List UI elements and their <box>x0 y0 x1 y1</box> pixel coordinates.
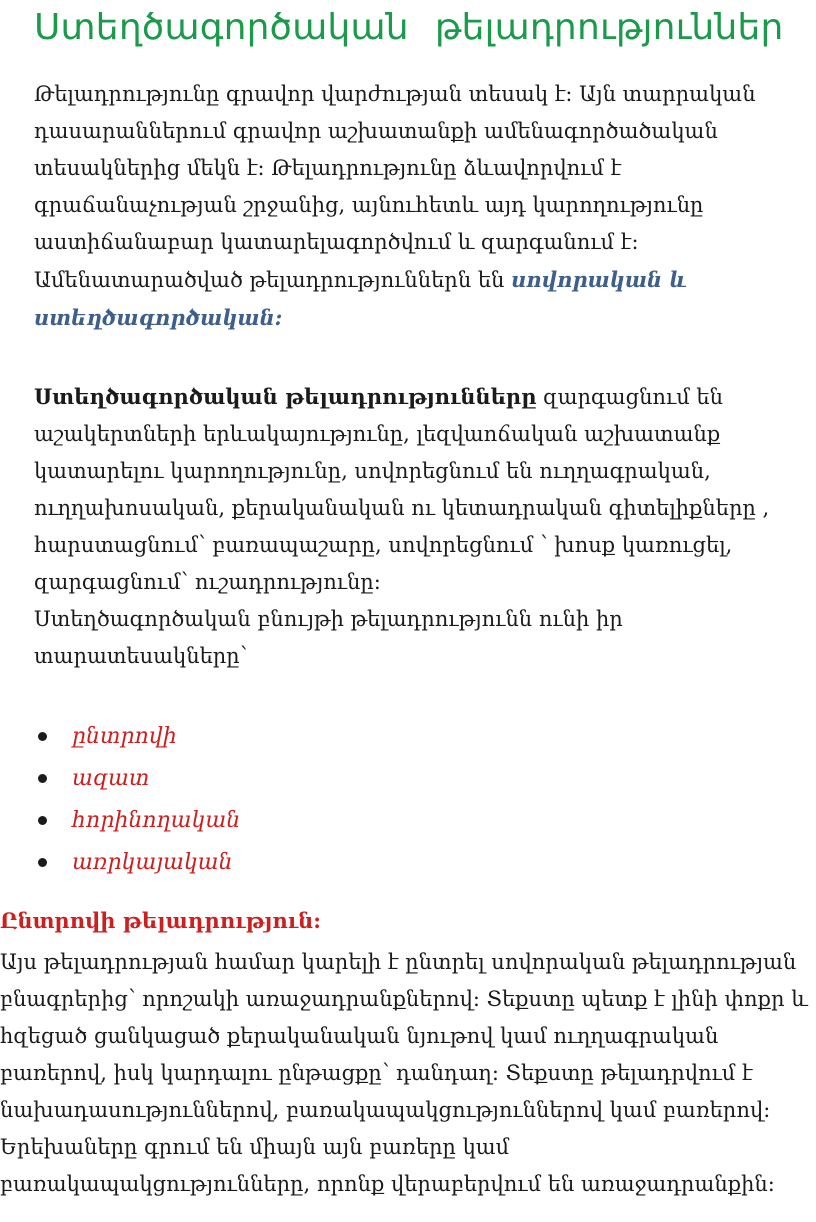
section2-line: աշակերտների երևակայությունը, լեզվաոճական աշխատանք <box>34 422 721 446</box>
list-item <box>34 800 240 842</box>
intro-line: Թելադրությունը գրավոր վարժության տեսակ է: Այն տարրական <box>34 82 756 106</box>
intro-line: աստիճանաբար կատարելագործվում և զարգանում է: <box>34 230 639 254</box>
list-item-label: հորինողական <box>72 808 241 833</box>
section3-line: նախադասություններով, բառակապակցություններով կամ բառերով: <box>0 1098 771 1122</box>
page-title <box>34 6 784 50</box>
section2-line: կատարելու կարողությունը, սովորեցնում են ուղղագրական, <box>34 459 711 483</box>
section3-line: հզեցած ցանկացած քերականական նյութով կամ ուղղագրական <box>0 1024 719 1048</box>
intro-line: տեսակներից մեկն է: Թելադրությունը ձևավորվում է <box>34 156 622 180</box>
section2-line: հարստացնում՝ բառապաշարը, սովորեցնում ՝ խոսք կառուցել, <box>34 533 733 557</box>
intro-paragraph <box>34 76 794 336</box>
bullet-icon <box>38 732 47 741</box>
accent-term-creative: ստեղծագործական: <box>34 305 283 330</box>
list-item-label: ընտրովի <box>72 724 177 749</box>
title-part-1: Ստեղծագործական <box>34 7 409 48</box>
creative-dictation-paragraph <box>34 378 794 675</box>
bold-term: Ստեղծագործական թելադրությունները <box>34 384 537 409</box>
section2-first-rest: զարգացնում են <box>536 385 723 409</box>
bullet-icon <box>38 816 47 825</box>
section-heading: Ընտրովի թելադրություն: <box>0 908 321 933</box>
list-item <box>34 758 240 800</box>
section2-line: տարատեսակները՝ <box>34 644 248 668</box>
selective-dictation-paragraph <box>0 944 812 1203</box>
section2-first-line <box>34 378 794 416</box>
section2-line: ուղղախոսական, քերականական ու կետադրական գիտելիքները , <box>34 496 770 520</box>
bullet-icon <box>38 774 47 783</box>
title-part-2: թելադրություններ <box>434 7 784 48</box>
section3-line: Երեխաները գրում են միայն այն բառերը կամ <box>0 1135 510 1159</box>
intro-line-last <box>34 261 794 299</box>
section3-line: բնագրերից՝ որոշակի առաջադրանքներով: Տեքստը պետք է լինի փոքր և <box>0 987 808 1011</box>
intro-line: գրաճանաչության շրջանից, այնուհետև այդ կարողությունը <box>34 193 704 217</box>
accent-term-ordinary: սովորական և <box>511 267 687 292</box>
dictation-types-list <box>34 716 240 884</box>
intro-line: դասարաններում գրավոր աշխատանքի ամենագործածական <box>34 119 718 143</box>
list-item-label: ազատ <box>72 766 150 791</box>
list-item <box>34 716 240 758</box>
section3-line: Այս թելադրության համար կարելի է ընտրել սովորական թելադրության <box>0 950 797 974</box>
bullet-icon <box>38 858 47 867</box>
section3-line: բառերով, իսկ կարդալու ընթացքը՝ դանդաղ: Տեքստը թելադրվում է <box>0 1061 753 1085</box>
section3-line: բառակապակցությունները, որոնք վերաբերվում են առաջադրանքին: <box>0 1172 775 1196</box>
intro-last-text: Ամենատարածված թելադրություններն են <box>34 268 512 292</box>
list-item-label: առրկայական <box>72 850 233 875</box>
section2-line: զարգացնում՝ ուշադրությունը: <box>34 570 381 594</box>
list-item <box>34 842 240 884</box>
section2-line: Ստեղծագործական բնույթի թելադրությունն ունի իր <box>34 607 623 631</box>
